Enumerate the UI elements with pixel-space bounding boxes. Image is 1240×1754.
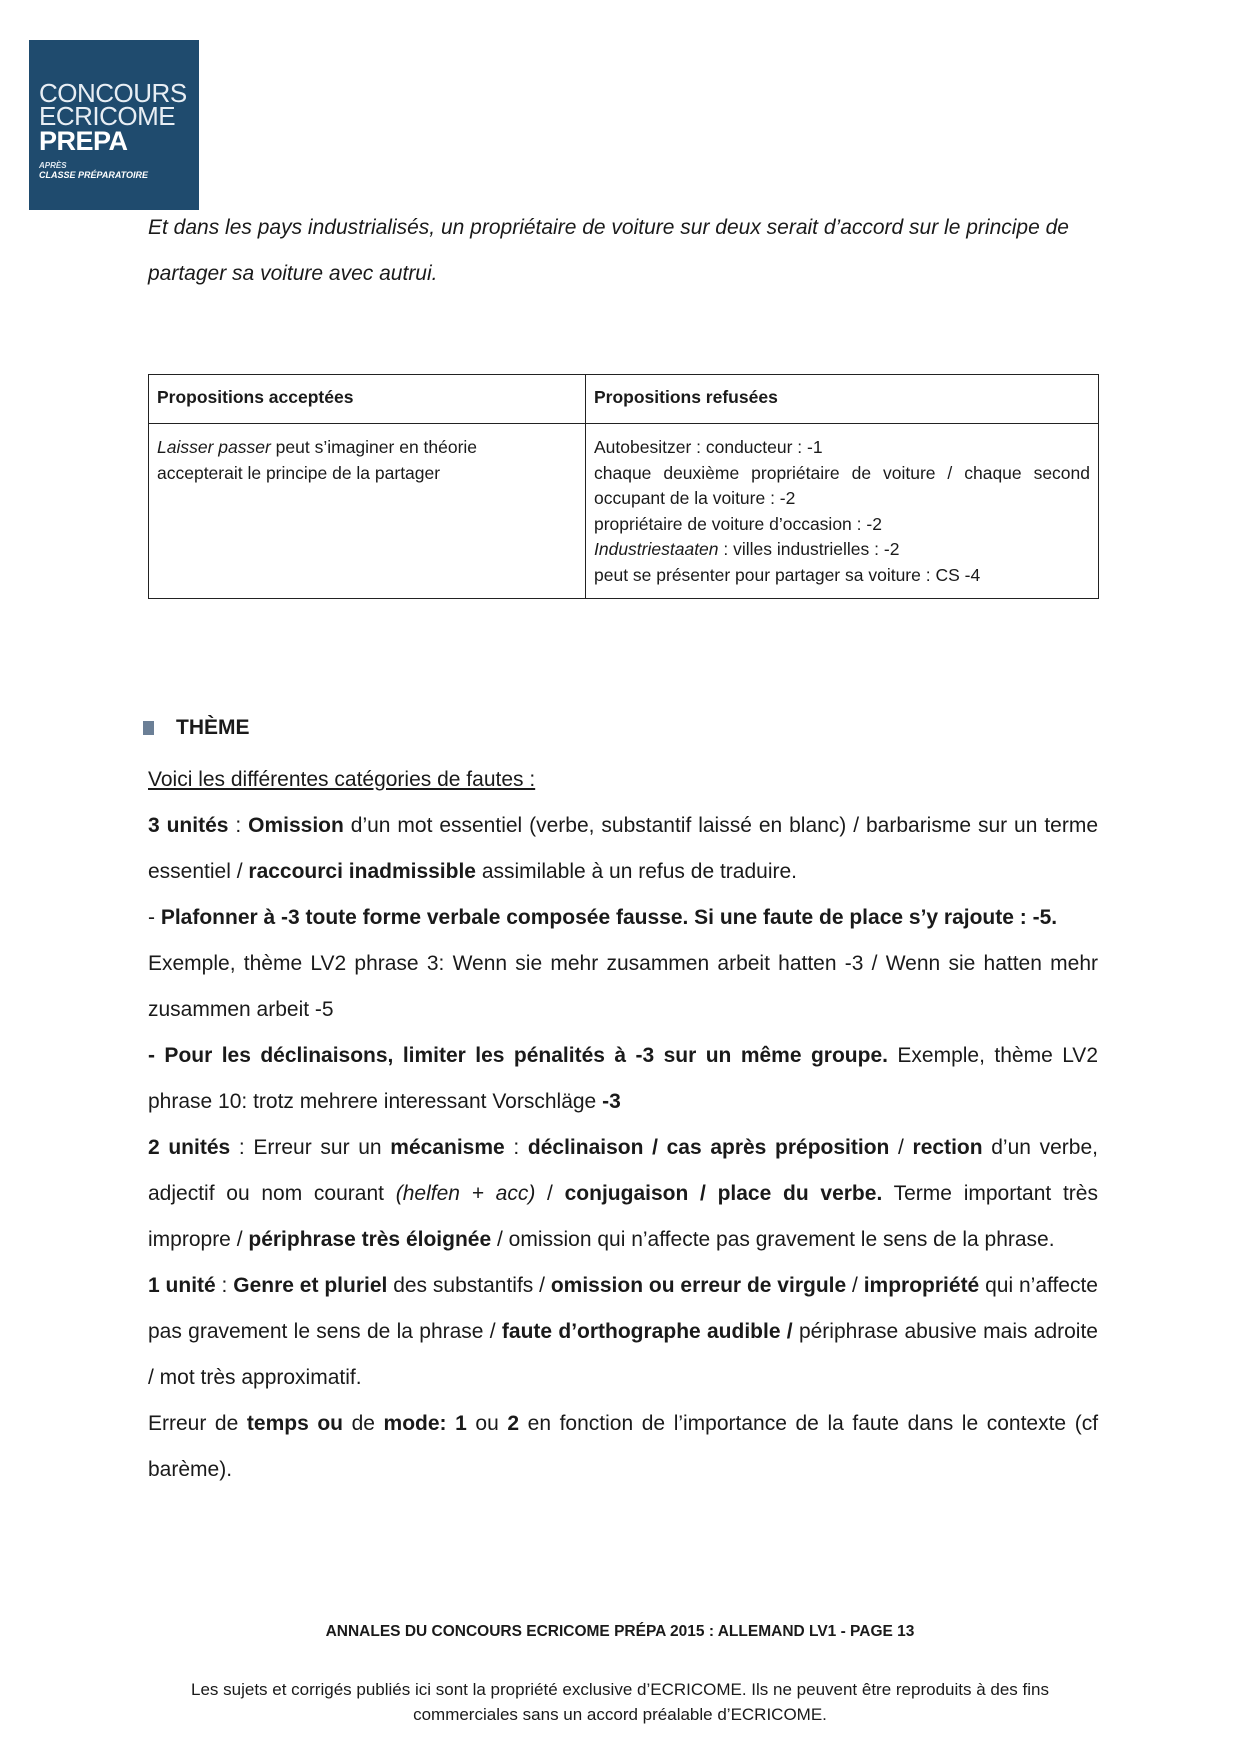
p6-a: 1 unité <box>148 1274 216 1297</box>
p4-c: -3 <box>602 1090 621 1113</box>
cell-accepted <box>149 424 586 599</box>
p7-d: mode: 1 <box>383 1412 467 1435</box>
p1-a: 3 unités <box>148 814 229 837</box>
square-bullet-icon <box>143 721 154 735</box>
p2-b: Plafonner à -3 toute forme verbale composée fausse. Si une faute de place s’y rajoute : -5. <box>160 906 1058 929</box>
p5-c: mécanisme <box>390 1136 505 1159</box>
p5-g: rection <box>912 1136 983 1159</box>
cell-refused <box>586 424 1099 599</box>
p6-d: des substantifs / <box>387 1274 551 1297</box>
p2-a: - <box>148 906 161 929</box>
footer-copyright-note: Les sujets et corrigés publiés ici sont la propriété exclusive d’ECRICOME. Ils ne peuvent être reproduits à des fins commerciales sans un accord préalable d’ECRICOME. <box>191 1680 1049 1724</box>
header-accepted: Propositions acceptées <box>149 375 586 424</box>
p7-b: temps ou <box>246 1412 343 1435</box>
accepted-italic: Laisser passer <box>157 437 271 457</box>
p5-j: / <box>535 1182 565 1205</box>
p7-f: 2 <box>507 1412 520 1435</box>
paragraph-1-unit <box>148 1263 1098 1401</box>
propositions-table <box>148 374 1099 599</box>
p5-m: périphrase très éloignée <box>248 1228 492 1251</box>
refused-line-4 <box>594 537 1090 563</box>
p6-e: omission ou erreur de virgule <box>550 1274 847 1297</box>
p1-d: d’un mot essentiel (verbe, substantif laissé en blanc) / barbarisme sur un terme essentiel / <box>148 814 1099 883</box>
logo-line-apres: APRÈS <box>39 161 67 170</box>
table-row <box>149 424 1099 599</box>
theme-heading <box>143 716 250 740</box>
p4-b: Exemple, thème LV2 phrase 10: trotz mehrere interessant Vorschläge <box>148 1044 1098 1113</box>
p7-e: ou <box>466 1412 508 1435</box>
p1-b: : <box>228 814 249 837</box>
p7-g: en fonction de l’importance de la faute dans le contexte (cf barème). <box>148 1412 1099 1481</box>
p5-h: d’un verbe, adjectif ou nom courant <box>148 1136 1098 1205</box>
paragraph-2-units <box>148 1125 1098 1263</box>
p5-i: (helfen + acc) <box>395 1182 536 1205</box>
p6-f: / <box>846 1274 864 1297</box>
p1-f: assimilable à un refus de traduire. <box>476 860 797 883</box>
p1-c: Omission <box>248 814 344 837</box>
refused-line-4-rest: : villes industrielles : -2 <box>718 539 900 559</box>
p7-c: de <box>343 1412 384 1435</box>
intro-paragraph: Et dans les pays industrialisés, un propriétaire de voiture sur deux serait d’accord sur le principe de partager sa voiture avec autrui. <box>148 216 1069 285</box>
logo-line-concours: CONCOURS <box>39 78 187 108</box>
refused-line-1: Autobesitzer : conducteur : -1 <box>594 437 823 457</box>
p6-g: impropriété <box>863 1274 980 1297</box>
p7-a: Erreur de <box>148 1412 247 1435</box>
paragraph-example-1: Exemple, thème LV2 phrase 3: Wenn sie mehr zusammen arbeit hatten -3 / Wenn sie hatten mehr zusammen arbeit -5 <box>148 952 1098 1021</box>
ecricome-logo <box>29 40 199 210</box>
logo-line-ecricome: ECRICOME <box>39 101 176 131</box>
theme-intro <box>148 757 1098 803</box>
p5-e: déclinaison / cas après préposition <box>527 1136 890 1159</box>
p6-h: qui n’affecte pas gravement le sens de la phrase / <box>148 1274 1098 1343</box>
refused-italic: Industriestaaten <box>594 539 719 559</box>
refused-line-2: chaque deuxième propriétaire de voiture / chaque second occupant de la voiture : -2 <box>594 462 1090 508</box>
refused-line-3: propriétaire de voiture d’occasion : -2 <box>594 513 882 534</box>
logo-line-classe: CLASSE PRÉPARATOIRE <box>39 170 149 180</box>
paragraph-temps-mode <box>148 1401 1098 1493</box>
paragraph-declinaisons <box>148 1033 1098 1125</box>
p5-b: : Erreur sur un <box>230 1136 391 1159</box>
accepted-line-1 <box>157 435 577 461</box>
theme-heading-text: THÈME <box>176 716 250 739</box>
p5-a: 2 unités <box>148 1136 231 1159</box>
p5-f: / <box>889 1136 913 1159</box>
logo-line-prepa: PREPA <box>39 126 128 156</box>
p5-k: conjugaison / place du verbe. <box>564 1182 883 1205</box>
accepted-rest: peut s’imaginer en théorie <box>270 437 478 457</box>
p6-c: Genre et pluriel <box>233 1274 388 1297</box>
p6-j: périphrase abusive mais adroite / mot très approximatif. <box>148 1320 1098 1389</box>
p6-b: : <box>215 1274 234 1297</box>
refused-line-5: peut se présenter pour partager sa voiture : CS -4 <box>594 564 981 585</box>
table-header-row <box>149 375 1099 424</box>
p1-e: raccourci inadmissible <box>248 860 476 883</box>
paragraph-plafonner <box>148 895 1098 941</box>
p5-n: / omission qui n’affecte pas gravement le sens de la phrase. <box>491 1228 1055 1251</box>
paragraph-3-units <box>148 803 1098 895</box>
header-refused: Propositions refusées <box>586 375 1099 424</box>
theme-intro-text: Voici les différentes catégories de fautes : <box>148 768 536 791</box>
p6-i: faute d’orthographe audible / <box>501 1320 793 1343</box>
p5-l: Terme important très impropre / <box>148 1182 1098 1251</box>
footer-title: ANNALES DU CONCOURS ECRICOME PRÉPA 2015 : ALLEMAND LV1 - PAGE 13 <box>325 1623 915 1640</box>
p4-a: - Pour les déclinaisons, limiter les pénalités à -3 sur un même groupe. <box>148 1044 888 1067</box>
theme-body <box>148 757 1098 1493</box>
p5-d: : <box>504 1136 528 1159</box>
accepted-line-2: accepterait le principe de la partager <box>157 462 441 483</box>
